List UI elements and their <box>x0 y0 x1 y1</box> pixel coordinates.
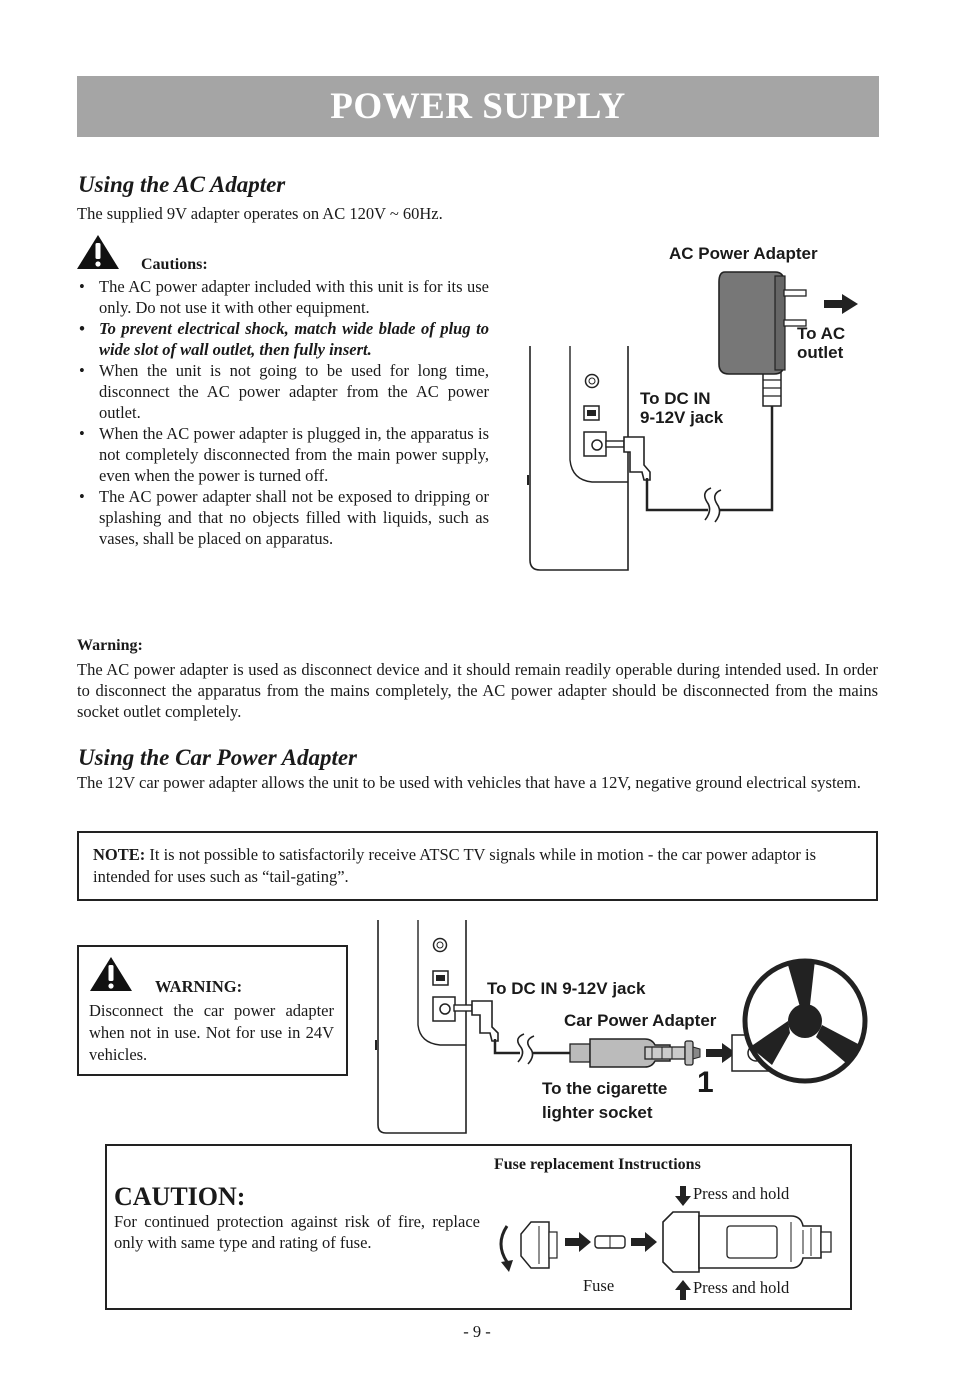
dc-jack-label-line2: 9-12V jack <box>640 408 724 427</box>
page-number: - 9 - <box>463 1322 491 1341</box>
car-warning-text: Disconnect the car power adapter when not in use. Not for use in 24V vehicles. <box>89 1001 334 1064</box>
caution-item: • The AC power adapter included with this unit is for its use only. Do not use it with other equipment. <box>77 276 489 318</box>
car-warning-label: WARNING: <box>155 977 243 996</box>
note-box <box>77 831 878 901</box>
cautions-label: Cautions: <box>141 256 208 273</box>
fuse-replacement-diagram <box>491 1182 843 1304</box>
ac-intro-text: The supplied 9V adapter operates on AC 120V ~ 60Hz. <box>77 204 443 223</box>
ac-adapter-label: AC Power Adapter <box>669 244 818 263</box>
caution-title: CAUTION: <box>114 1182 246 1211</box>
cautions-list <box>77 276 489 549</box>
warning-triangle-icon <box>75 233 121 271</box>
caution-item: • When the AC power adapter is plugged in, the apparatus is not completely disconnected from the main power supply, even when the power is turned off. <box>77 423 489 486</box>
car-adapter-label: Car Power Adapter <box>564 1011 717 1030</box>
fuse-label: Fuse <box>583 1276 615 1295</box>
caution-item: • To prevent electrical shock, match wide blade of plug to wide slot of wall outlet, then fully insert. <box>77 318 489 360</box>
warning-text: The AC power adapter is used as disconnect device and it should remain readily operable during intended used. In order to disconnect the apparatus from the mains completely, the AC power adapter should be disconnected from the mains socket outlet completely. <box>77 660 878 721</box>
warning-triangle-icon <box>88 955 134 993</box>
ac-outlet-label-line1: To AC <box>797 324 846 343</box>
car-intro-text: The 12V car power adapter allows the unit to be used with vehicles that have a 12V, negative ground electrical system. <box>77 773 861 792</box>
page-title: POWER SUPPLY <box>330 86 626 127</box>
car-adapter-heading: Using the Car Power Adapter <box>78 745 358 770</box>
cigarette-socket-label-line2: lighter socket <box>542 1103 653 1122</box>
caution-item: • When the unit is not going to be used for long time, disconnect the AC power adapter from the AC power outlet. <box>77 360 489 423</box>
car-warning-box <box>77 945 348 1076</box>
page-title-banner <box>77 76 879 137</box>
ac-outlet-label-line2: outlet <box>797 343 844 362</box>
note-label: NOTE: <box>93 845 146 864</box>
step-number: 1 <box>697 1066 714 1099</box>
ac-adapter-heading: Using the AC Adapter <box>78 172 286 197</box>
press-hold-top-label: Press and hold <box>693 1184 790 1203</box>
caution-box <box>105 1144 852 1310</box>
press-hold-bottom-label: Press and hold <box>693 1278 790 1297</box>
cigarette-socket-label-line1: To the cigarette <box>542 1079 668 1098</box>
car-dc-jack-label: To DC IN 9-12V jack <box>487 979 646 998</box>
note-text: It is not possible to satisfactorily receive ATSC TV signals while in motion - the car power adaptor is intended for uses such as “tail-gating”. <box>93 845 816 886</box>
warning-label: Warning: <box>77 637 143 654</box>
caution-text: For continued protection against risk of fire, replace only with same type and rating of fuse. <box>114 1212 480 1252</box>
fuse-instructions-title: Fuse replacement Instructions <box>494 1156 701 1173</box>
dc-jack-label-line1: To DC IN <box>640 389 711 408</box>
caution-item: • The AC power adapter shall not be exposed to dripping or splashing and that no objects filled with liquids, such as vases, shall be placed on apparatus. <box>77 486 489 549</box>
